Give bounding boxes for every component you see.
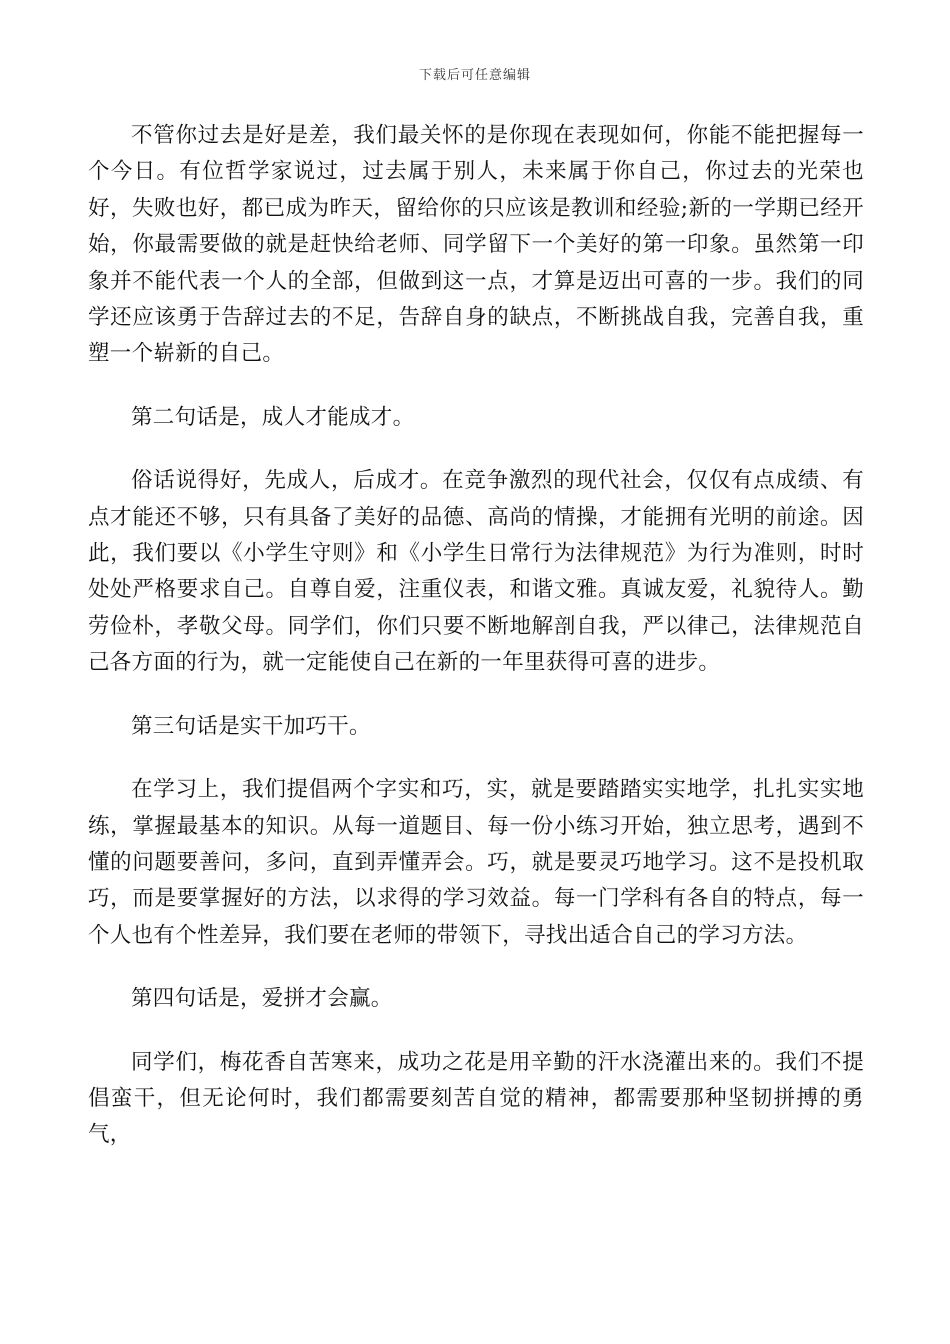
paragraph-5: 在学习上，我们提倡两个字实和巧，实，就是要踏踏实实地学，扎扎实实地练，掌握最基本的知识。从每一道题目、每一份小练习开始，独立思考，遇到不懂的问题要善问，多问，直到弄懂弄会。巧，就是要灵巧地学习。这不是投机取巧，而是要掌握好的方法，以求得的学习效益。每一门学科有各自的特点，每一个人也有个性差异，我们要在老师的带领下，寻找出适合自己的学习方法。 [88, 777, 864, 948]
paragraph-1: 不管你过去是好是差，我们最关怀的是你现在表现如何，你能不能把握每一个今日。有位哲学家说过，过去属于别人，未来属于你自己，你过去的光荣也好，失败也好，都已成为昨天，留给你的只应该是教训和经验;新的一学期已经开始，你最需要做的就是赶快给老师、同学留下一个美好的第一印象。虽然第一印象并不能代表一个人的全部，但做到这一点，才算是迈出可喜的一步。我们的同学还应该勇于告辞过去的不足，告辞自身的缺点，不断挑战自我，完善自我，重塑一个崭新的自己。 [88, 123, 864, 367]
paragraph-4: 第三句话是实干加巧干。 [131, 713, 371, 739]
header-note: 下载后可任意编辑 [418, 68, 531, 83]
paragraph-3: 俗话说得好，先成人，后成才。在竞争激烈的现代社会，仅仅有点成绩、有点才能还不够，只有具备了美好的品德、高尚的情操，才能拥有光明的前途。因此，我们要以《小学生守则》和《小学生日常行为法律规范》为行为准则，时时处处严格要求自己。自尊自爱，注重仪表，和谐文雅。真诚友爱，礼貌待人。勤劳俭朴，孝敬父母。同学们，你们只要不断地解剖自我，严以律己，法律规范自己各方面的行为，就一定能使自己在新的一年里获得可喜的进步。 [88, 468, 864, 676]
paragraph-7: 同学们，梅花香自苦寒来，成功之花是用辛勤的汗水浇灌出来的。我们不提倡蛮干，但无论何时，我们都需要刻苦自觉的精神，都需要那种坚韧拼搏的勇气， [88, 1049, 864, 1148]
paragraph-6: 第四句话是，爱拼才会赢。 [131, 986, 393, 1012]
body-text [88, 118, 864, 1181]
paragraph-2: 第二句话是，成人才能成才。 [131, 404, 415, 430]
